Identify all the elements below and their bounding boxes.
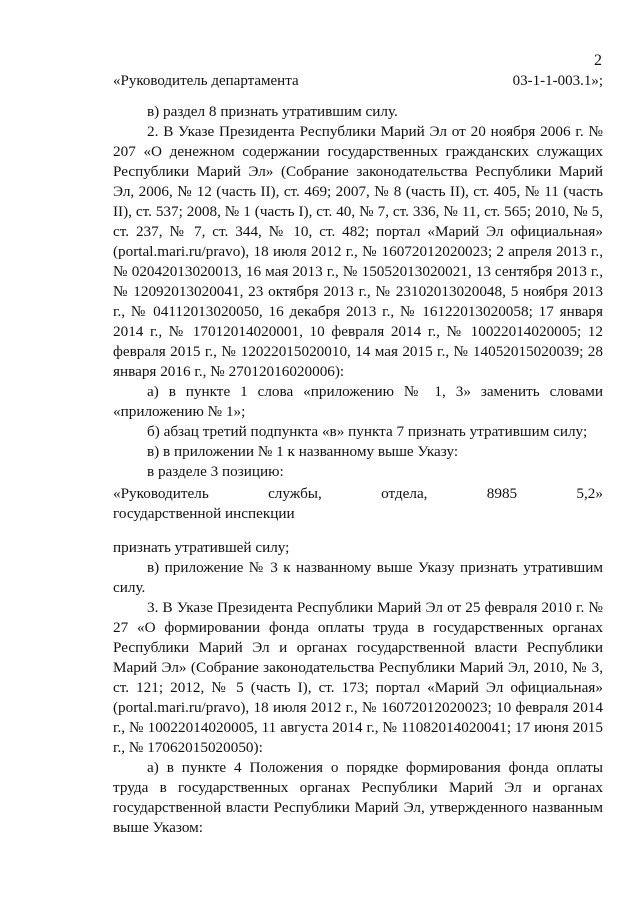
position-service-cell: службы, <box>268 485 322 502</box>
paragraph-item-b: б) абзац третий подпункта «в» пункта 7 признать утратившим силу; <box>147 423 588 440</box>
header-left-text: «Руководитель департамента <box>113 73 299 89</box>
body-block-2 <box>113 538 603 838</box>
position-title-cell: «Руководитель <box>113 485 209 502</box>
position-coefficient-cell: 5,2» <box>576 485 603 502</box>
paragraph-item-a-point4: а) в пункте 4 Положения о порядке формирования фонда оплаты труда в государственных органах Республики Марий Эл и органах государственной власти Республики Марий Эл, утвержденного названным выше Указом: <box>113 759 603 836</box>
position-department-cell: отдела, <box>381 485 428 502</box>
paragraph-item-a: а) в пункте 1 слова «приложению № 1, 3» заменить словами «приложению № 1»; <box>113 383 603 420</box>
paragraph-item-v-section8: в) раздел 8 признать утратившим силу. <box>147 103 398 120</box>
header-right-code: 03-1-1-003.1»; <box>512 73 603 89</box>
paragraph-appendix3-invalid: в) приложение № 3 к названному выше Указу признать утратившим силу. <box>113 559 603 596</box>
paragraph-section3-position: в разделе 3 позицию: <box>147 463 284 480</box>
paragraph-item-v-appendix1: в) в приложении № 1 к названному выше Указу: <box>147 443 459 460</box>
paragraph-declared-invalid: признать утратившей силу; <box>113 539 290 556</box>
page-number: 2 <box>594 52 602 69</box>
paragraph-decree-27: 3. В Указе Президента Республики Марий Эл от 25 февраля 2010 г. № 27 «О формировании фонда оплаты труда в государственных органах Республики Марий Эл и органах государственной власти Республики Марий Эл» (Собрание законодательства Республики Марий Эл, 2010, № 3, ст. 121; 2012, № 5 (часть I), ст. 173; портал «Марий Эл официальная» (portal.mari.ru/pravo), 18 июля 2012 г., № 16072012020023; 10 февраля 2014 г., № 10022014020005, 11 августа 2014 г., № 11082014020041; 17 июня 2015 г., № 17062015020050): <box>113 599 603 756</box>
quoted-header-line <box>113 73 603 93</box>
position-cells-row <box>113 484 603 504</box>
body-block-1 <box>113 102 603 482</box>
position-salary-cell: 8985 <box>486 485 518 502</box>
paragraph-decree-207: 2. В Указе Президента Республики Марий Эл от 20 ноября 2006 г. № 207 «О денежном содержании государственных гражданских служащих Республики Марий Эл» (Собрание законодательства Республики Марий Эл, 2006, № 12 (часть II), ст. 469; 2007, № 8 (часть II), ст. 405, № 11 (часть II), ст. 537; 2008, № 1 (часть I), ст. 40, № 7, ст. 336, № 11, ст. 565; 2010, № 5, ст. 237, № 7, ст. 344, № 10, ст. 482; портал «Марий Эл официальная» (portal.mari.ru/pravo), 18 июля 2012 г., № 16072012020023; 2 апреля 2013 г., № 02042013020013, 16 мая 2013 г., № 15052013020021, 13 сентября 2013 г., № 12092013020041, 23 октября 2013 г., № 23102013020048, 5 ноября 2013 г., № 04112013020050, 16 декабря 2013 г., № 16122013020058; 17 января 2014 г., № 17012014020001, 10 февраля 2014 г., № 10022014020005; 12 февраля 2015 г., № 12022015020010, 14 мая 2015 г., № 14052015020039; 28 января 2016 г., № 27012016020006): <box>113 123 603 380</box>
quoted-position-row <box>113 484 603 524</box>
position-continuation: государственной инспекции <box>113 505 295 522</box>
